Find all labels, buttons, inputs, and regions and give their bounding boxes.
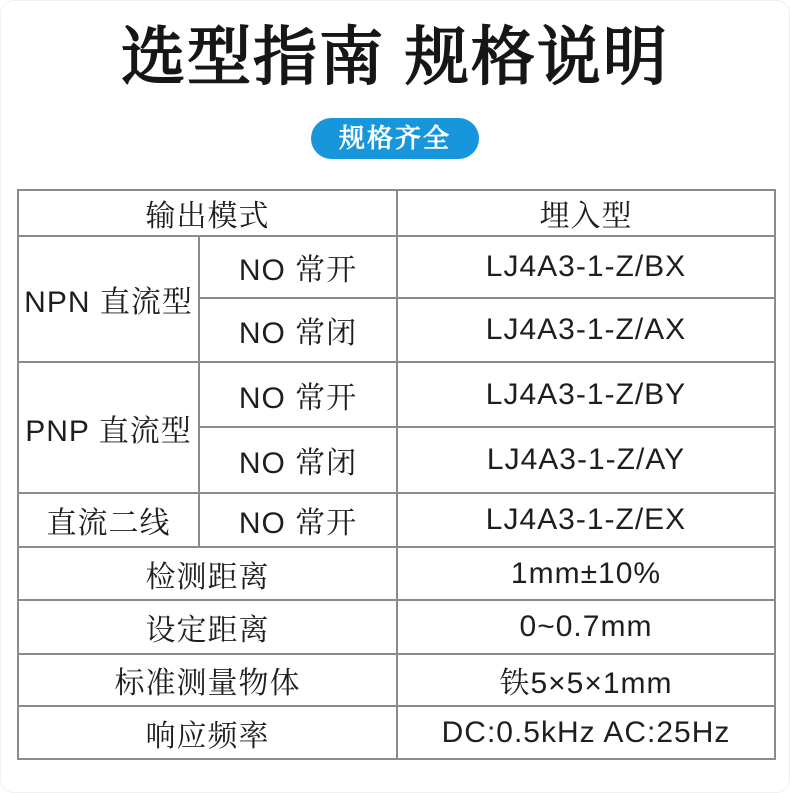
table-row bbox=[18, 236, 775, 298]
spec-value-standard-object: 铁5×5×1mm bbox=[397, 654, 775, 706]
table-header-row bbox=[18, 190, 775, 236]
mode-npn-no: NO 常开 bbox=[199, 236, 397, 298]
page-title: 选型指南 规格说明 bbox=[121, 21, 669, 93]
table-row bbox=[18, 706, 775, 759]
spec-label-set-distance: 设定距离 bbox=[18, 600, 397, 654]
table-row bbox=[18, 654, 775, 706]
mode-pnp-no: NO 常开 bbox=[199, 362, 397, 427]
group-pnp-dc: PNP 直流型 bbox=[18, 362, 199, 493]
spec-label-standard-object: 标准测量物体 bbox=[18, 654, 397, 706]
table-row bbox=[18, 493, 775, 547]
model-ay: LJ4A3-1-Z/AY bbox=[397, 427, 775, 493]
table-row bbox=[18, 362, 775, 427]
group-dc-two-wire: 直流二线 bbox=[18, 493, 199, 547]
spec-label-response-frequency: 响应频率 bbox=[18, 706, 397, 759]
spec-badge: 规格齐全 bbox=[311, 118, 479, 159]
mode-npn-nc: NO 常闭 bbox=[199, 298, 397, 362]
model-bx: LJ4A3-1-Z/BX bbox=[397, 236, 775, 298]
header-output-mode: 输出模式 bbox=[18, 190, 397, 236]
spec-label-detection-distance: 检测距离 bbox=[18, 547, 397, 600]
group-npn-dc: NPN 直流型 bbox=[18, 236, 199, 362]
header-embedded-type: 埋入型 bbox=[397, 190, 775, 236]
mode-pnp-nc: NO 常闭 bbox=[199, 427, 397, 493]
table-row bbox=[18, 600, 775, 654]
model-ex: LJ4A3-1-Z/EX bbox=[397, 493, 775, 547]
spec-table bbox=[17, 189, 776, 760]
spec-value-set-distance: 0~0.7mm bbox=[397, 600, 775, 654]
spec-value-detection-distance: 1mm±10% bbox=[397, 547, 775, 600]
mode-two-wire-no: NO 常开 bbox=[199, 493, 397, 547]
model-by: LJ4A3-1-Z/BY bbox=[397, 362, 775, 427]
table-row bbox=[18, 547, 775, 600]
spec-value-response-frequency: DC:0.5kHz AC:25Hz bbox=[397, 706, 775, 759]
model-ax: LJ4A3-1-Z/AX bbox=[397, 298, 775, 362]
